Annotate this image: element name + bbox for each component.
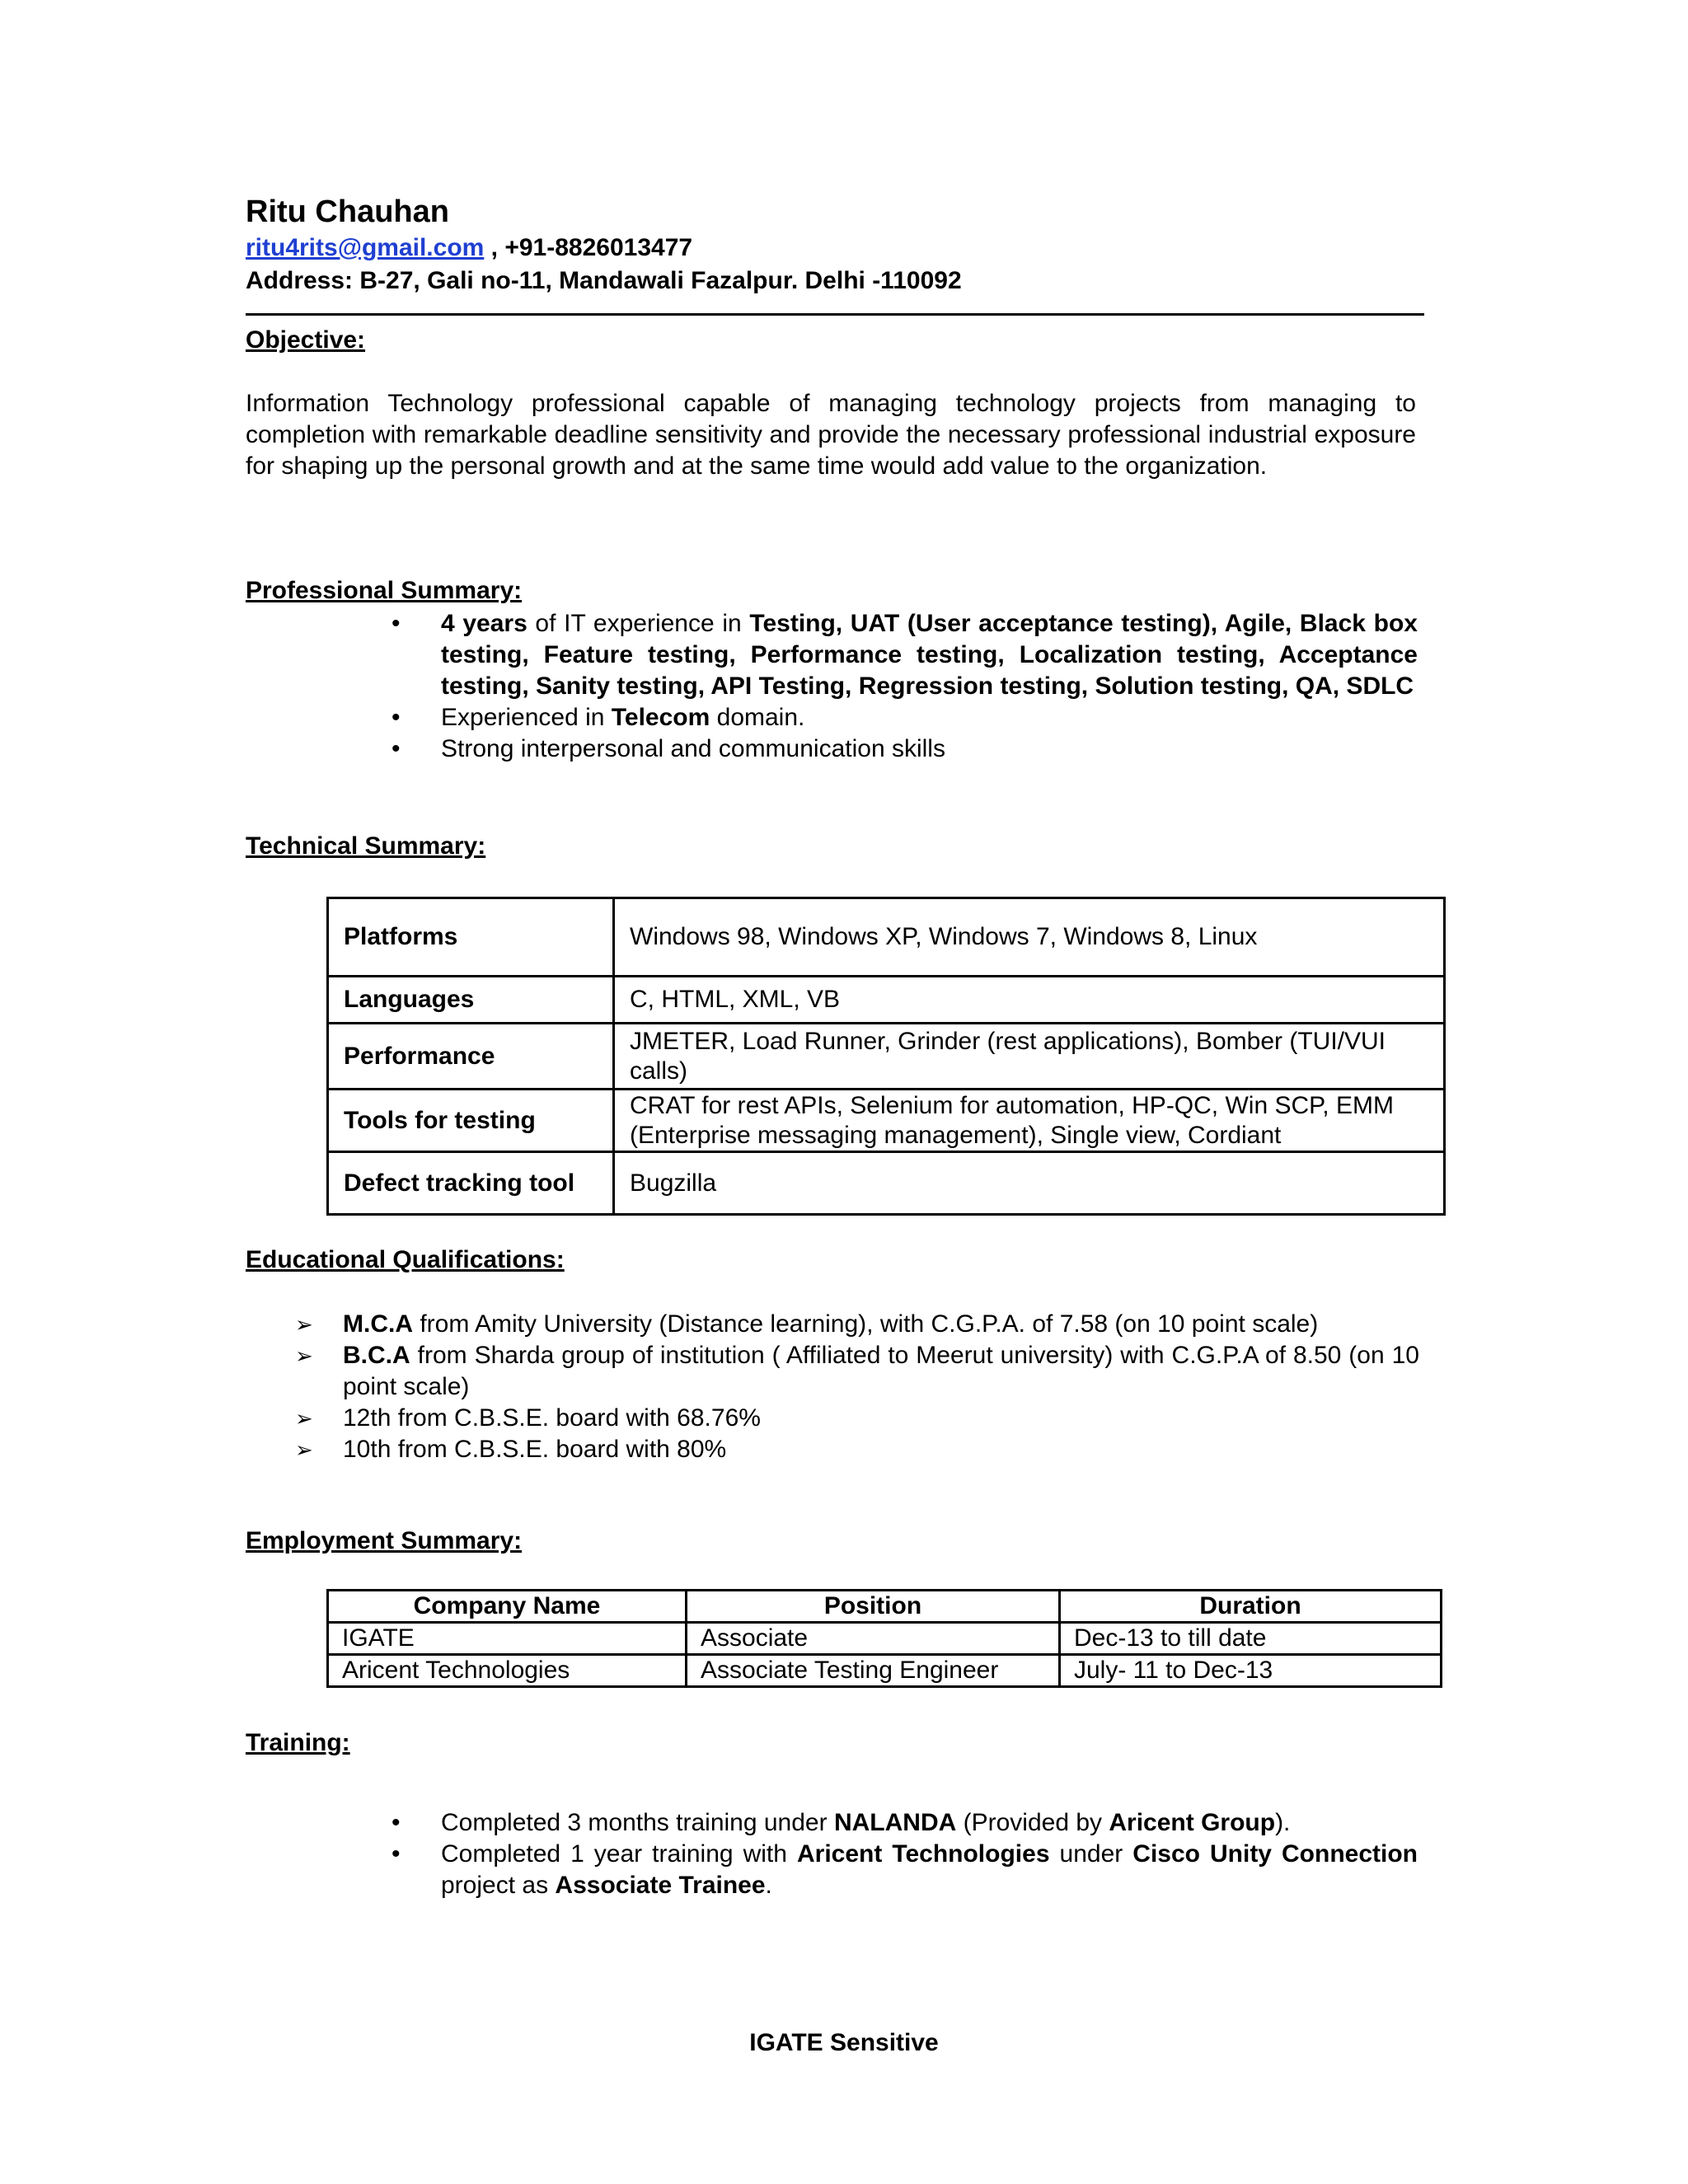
table-key: Defect tracking tool (328, 1152, 614, 1215)
degree-detail: from Amity University (Distance learning), with C.G.P.A. of 7.58 (on 10 point scale) (413, 1310, 1319, 1338)
list-item (295, 1309, 1419, 1340)
table-value: CRAT for rest APIs, Selenium for automation, HP-QC, Win SCP, EMM (Enterprise messaging management), Single view, Cordiant (614, 1090, 1445, 1152)
bullet-icon: • (392, 1840, 401, 1868)
arrow-bullet-icon: ➢ (295, 1312, 313, 1337)
professional-summary-heading: Professional Summary: (246, 577, 523, 604)
bullet-icon: • (392, 1809, 401, 1836)
training-heading: Training: (246, 1729, 350, 1756)
school-detail: 12th from C.B.S.E. board with 68.76% (343, 1404, 761, 1432)
table-key: Performance (328, 1024, 614, 1090)
bullet-icon: • (392, 610, 401, 637)
table-row (328, 1623, 1442, 1655)
list-item (392, 1839, 1418, 1901)
domain-text: Experienced in (441, 704, 612, 731)
duration-cell: July- 11 to Dec-13 (1060, 1655, 1442, 1687)
experience-years: 4 years (441, 610, 528, 637)
degree-name: B.C.A (343, 1342, 410, 1369)
table-value: Windows 98, Windows XP, Windows 7, Windows 8, Linux (614, 898, 1445, 977)
domain-suffix: domain. (710, 704, 805, 731)
bullet-icon: • (392, 735, 401, 762)
education-list (295, 1309, 1419, 1465)
objective-heading: Objective: (246, 326, 366, 354)
training-text: (Provided by (956, 1809, 1109, 1836)
list-item (295, 1340, 1419, 1403)
phone-number: , +91-8826013477 (484, 234, 693, 261)
column-header: Position (687, 1591, 1060, 1623)
company-cell: IGATE (328, 1623, 687, 1655)
table-value: JMETER, Load Runner, Grinder (rest applications), Bomber (TUI/VUI calls) (614, 1024, 1445, 1090)
column-header: Duration (1060, 1591, 1442, 1623)
training-company: Aricent Technologies (796, 1840, 1050, 1868)
arrow-bullet-icon: ➢ (295, 1343, 313, 1368)
experience-skills: Testing, UAT (User acceptance testing), Agile, Black box testing, Feature testing, Performance testing, Localization testing, Acceptance testing, Sanity testing, API Testing, Regression testing, Solution testing, QA, SDLC (441, 610, 1418, 700)
table-row (328, 1090, 1445, 1152)
arrow-bullet-icon: ➢ (295, 1406, 313, 1431)
degree-detail: from Sharda group of institution ( Affiliated to Meerut university) with C.G.P.A of 8.50 (on 10 point scale) (343, 1342, 1419, 1400)
address: Address: B-27, Gali no-11, Mandawali Fazalpur. Delhi -110092 (246, 267, 962, 294)
list-item (392, 1807, 1418, 1839)
list-item (392, 702, 1418, 733)
school-detail: 10th from C.B.S.E. board with 80% (343, 1436, 727, 1463)
table-row (328, 898, 1445, 977)
footer-classification: IGATE Sensitive (749, 2029, 939, 2056)
training-text: Completed 1 year training with (441, 1840, 797, 1868)
training-text: project as (441, 1872, 556, 1899)
table-key: Tools for testing (328, 1090, 614, 1152)
table-value: C, HTML, XML, VB (614, 977, 1445, 1024)
header-divider (246, 313, 1424, 316)
skills-text: Strong interpersonal and communication skills (441, 735, 945, 762)
training-list (392, 1807, 1418, 1901)
training-text: under (1049, 1840, 1133, 1868)
training-text: Completed 3 months training under (441, 1809, 834, 1836)
training-text: ). (1275, 1809, 1291, 1836)
position-cell: Associate (687, 1623, 1060, 1655)
list-item (392, 733, 1418, 765)
training-text: . (765, 1872, 772, 1899)
candidate-name: Ritu Chauhan (246, 194, 449, 229)
table-header-row (328, 1591, 1442, 1623)
table-row (328, 1024, 1445, 1090)
contact-line (246, 234, 692, 262)
table-value: Bugzilla (614, 1152, 1445, 1215)
email-link[interactable]: ritu4rits@gmail.com (246, 234, 485, 261)
table-row (328, 1655, 1442, 1687)
training-program: NALANDA (833, 1809, 957, 1836)
table-key: Languages (328, 977, 614, 1024)
experience-text: of IT experience in (527, 610, 750, 637)
duration-cell: Dec-13 to till date (1060, 1623, 1442, 1655)
technical-summary-table (326, 897, 1446, 1216)
list-item (295, 1403, 1419, 1434)
degree-name: M.C.A (343, 1310, 413, 1338)
position-cell: Associate Testing Engineer (687, 1655, 1060, 1687)
table-row (328, 977, 1445, 1024)
domain-name: Telecom (611, 704, 710, 731)
training-role: Associate Trainee (555, 1872, 766, 1899)
education-heading: Educational Qualifications: (246, 1246, 565, 1273)
objective-text: Information Technology professional capable of managing technology projects from managing to completion with remarkable deadline sensitivity and provide the necessary professional industrial exposure for shaping up the personal growth and at the same time would add value to the organization. (246, 390, 1416, 480)
training-project: Cisco Unity Connection (1132, 1840, 1418, 1868)
table-key: Platforms (328, 898, 614, 977)
technical-summary-heading: Technical Summary: (246, 832, 486, 860)
column-header: Company Name (328, 1591, 687, 1623)
employment-heading: Employment Summary: (246, 1527, 523, 1554)
list-item (295, 1434, 1419, 1465)
training-provider: Aricent Group (1109, 1809, 1276, 1836)
arrow-bullet-icon: ➢ (295, 1437, 313, 1462)
company-cell: Aricent Technologies (328, 1655, 687, 1687)
table-row (328, 1152, 1445, 1215)
bullet-icon: • (392, 704, 401, 731)
employment-table (326, 1589, 1442, 1688)
list-item (392, 608, 1418, 702)
professional-summary-list (392, 608, 1418, 765)
